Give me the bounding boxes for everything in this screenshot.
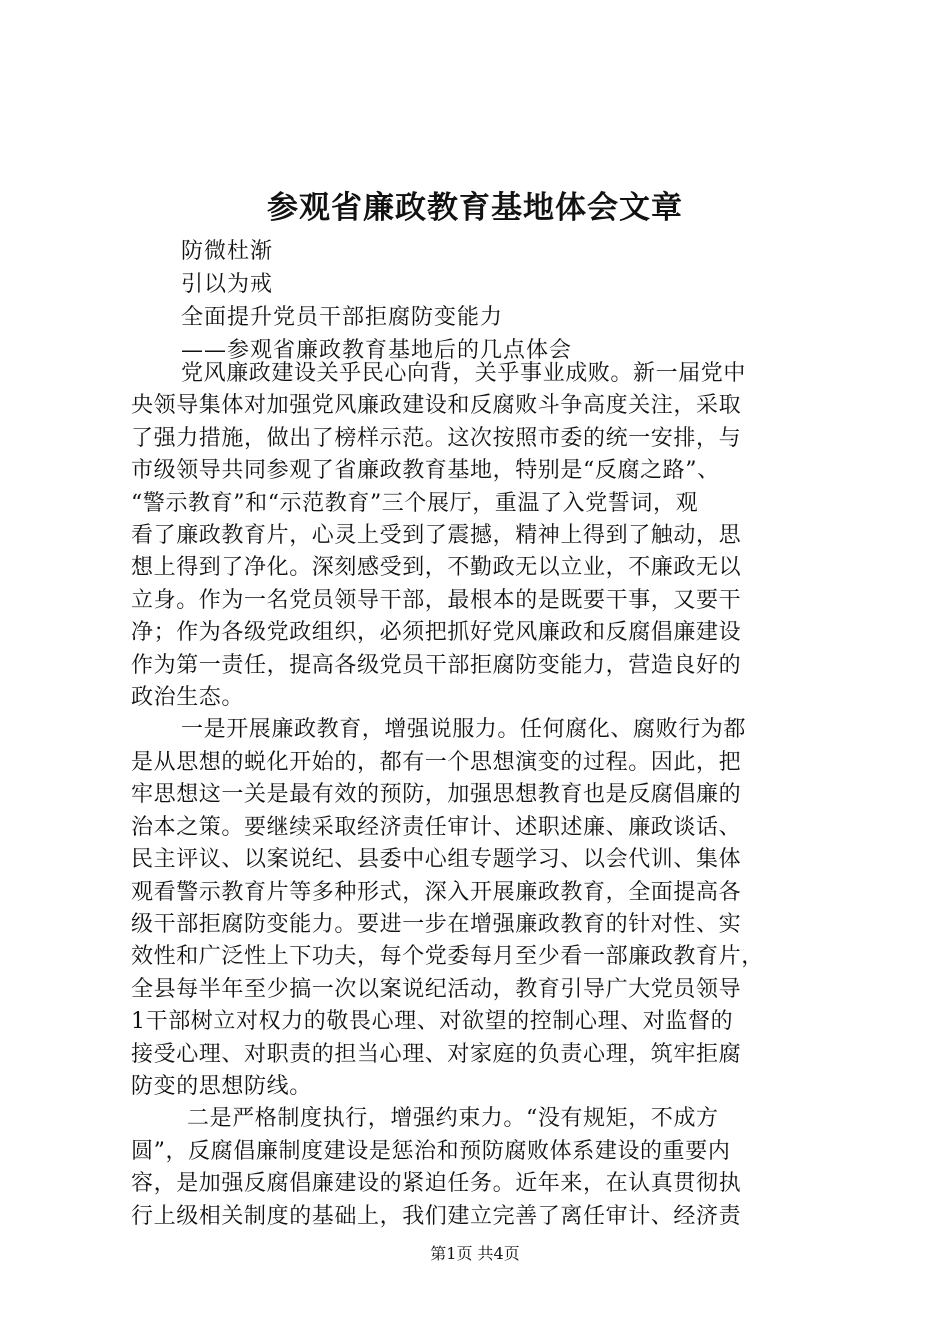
paragraph-line: 防变的思想防线。 <box>131 1073 312 1099</box>
subtitle-line: 防微杜渐 <box>181 239 274 264</box>
paragraph-line: 立身。作为一名党员领导干部，最根本的是既要干事，又要干 <box>131 587 742 613</box>
paragraph-line: 了强力措施，做出了榜样示范。这次按照市委的统一安排，与 <box>131 425 742 451</box>
paragraph-line: 想上得到了净化。深刻感受到，不勤政无以立业，不廉政无以 <box>131 555 742 581</box>
paragraph-line: 央领导集体对加强党风廉政建设和反腐败斗争高度关注，采取 <box>131 393 742 419</box>
subtitle-line: ——参观省廉政教育基地后的几点体会 <box>181 338 573 363</box>
subtitle-line: 全面提升党员干部拒腐防变能力 <box>181 305 504 330</box>
paragraph-line: 作为第一责任，提高各级党员干部拒腐防变能力，营造良好的 <box>131 652 742 678</box>
subtitle-line: 引以为戒 <box>181 272 274 297</box>
paragraph-intro <box>131 358 834 714</box>
paragraph-line: 一是开展廉政教育，增强说服力。任何腐化、腐败行为都 <box>181 717 747 743</box>
paragraph-line: 市级领导共同参观了省廉政教育基地，特别是“反腐之路”、 <box>131 458 720 484</box>
paragraph-line: 全县每半年至少搞一次以案说纪活动，教育引导广大党员领导 <box>131 976 742 1002</box>
paragraph-line: 党风廉政建设关乎民心向背，关乎事业成败。新一届党中 <box>181 361 747 386</box>
paragraph-line: “警示教育”和“示范教育”三个展厅，重温了入党誓词，观 <box>131 490 699 516</box>
paragraph-line: 容，是加强反腐倡廉建设的紧迫任务。近年来，在认真贯彻执 <box>131 1171 742 1197</box>
paragraph-line: 是从思想的蜕化开始的，都有一个思想演变的过程。因此，把 <box>131 749 742 775</box>
paragraph-line: 效性和广泛性上下功夫，每个党委每月至少看一部廉政教育片， <box>131 944 764 970</box>
paragraph-line: 1干部树立对权力的敬畏心理、对欲望的控制心理、对监督的 <box>131 1009 734 1035</box>
document-title: 参观省廉政教育基地体会文章 <box>267 190 683 226</box>
paragraph-line: 圆”，反腐倡廉制度建设是惩治和预防腐败体系建设的重要内 <box>131 1138 731 1164</box>
paragraph-line: 二是严格制度执行，增强约束力。“没有规矩，不成方 <box>187 1106 719 1132</box>
paragraph-line: 行上级相关制度的基础上，我们建立完善了离任审计、经济责 <box>131 1203 742 1229</box>
document-body <box>131 358 834 1233</box>
paragraph-point-two <box>131 1103 834 1233</box>
paragraph-line: 民主评议、以案说纪、县委中心组专题学习、以会代训、集体 <box>131 847 742 873</box>
paragraph-line: 观看警示教育片等多种形式，深入开展廉政教育，全面提高各 <box>131 879 742 905</box>
page-footer: 第1页 共4页 <box>430 1244 520 1263</box>
paragraph-line: 级干部拒腐防变能力。要进一步在增强廉政教育的针对性、实 <box>131 911 742 937</box>
paragraph-point-one <box>131 714 834 1103</box>
paragraph-line: 牢思想这一关是最有效的预防，加强思想教育也是反腐倡廉的 <box>131 782 742 808</box>
paragraph-line: 接受心理、对职责的担当心理、对家庭的负责心理，筑牢拒腐 <box>131 1041 742 1067</box>
paragraph-line: 政治生态。 <box>131 685 245 711</box>
paragraph-line: 看了廉政教育片，心灵上受到了震撼，精神上得到了触动，思 <box>131 523 742 549</box>
paragraph-line: 净；作为各级党政组织，必须把抓好党风廉政和反腐倡廉建设 <box>131 620 742 646</box>
paragraph-line: 治本之策。要继续采取经济责任审计、述职述廉、廉政谈话、 <box>131 814 742 840</box>
subtitle-block <box>181 235 841 367</box>
